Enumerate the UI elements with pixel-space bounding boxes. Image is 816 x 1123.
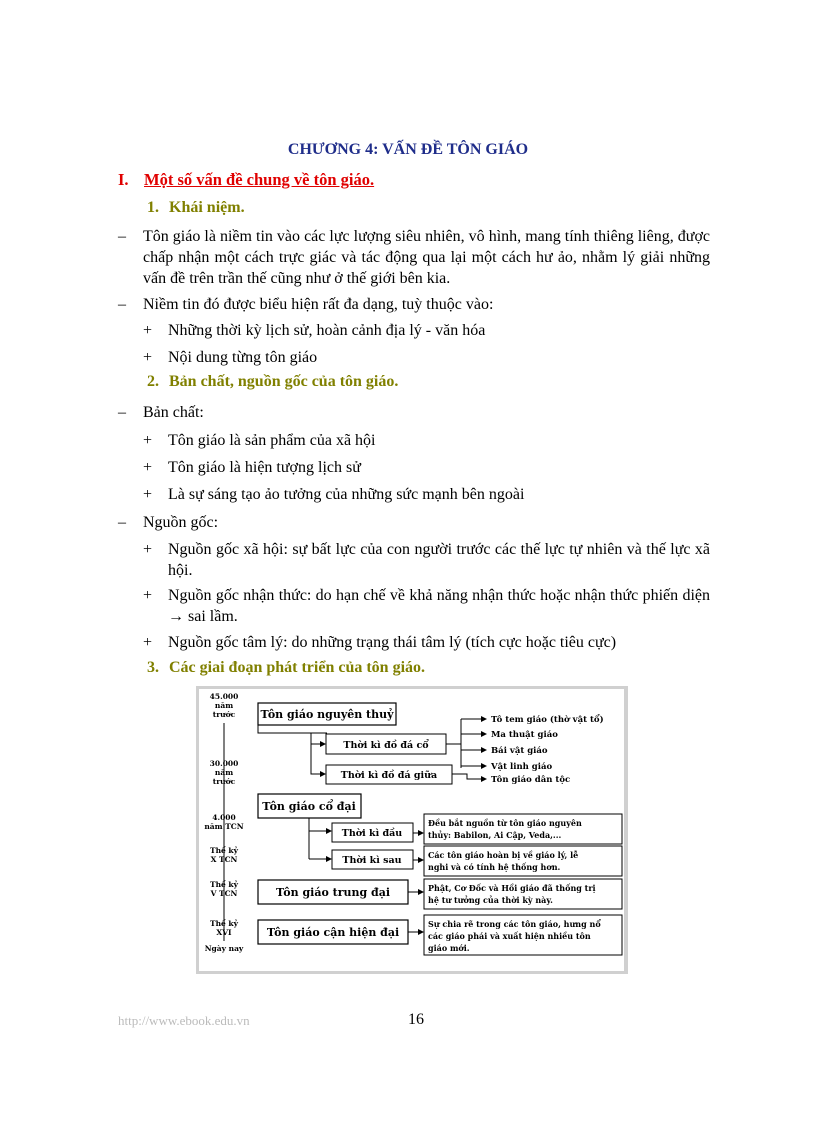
timeline-label-45000-unit: năm xyxy=(214,701,234,710)
bullet-text: Tôn giáo là hiện tượng lịch sử xyxy=(168,459,361,476)
subheading-3 xyxy=(147,659,425,677)
form-fetishism: Bái vật giáo xyxy=(491,746,548,756)
paragraph-origin xyxy=(118,512,710,533)
plus-marker: + xyxy=(143,349,153,366)
subheading-number: 1. xyxy=(147,199,159,216)
plus-marker: + xyxy=(143,486,153,503)
primitive-religion-label: Tôn giáo nguyên thuỷ xyxy=(260,708,394,721)
late-period-desc-line2: nghi và có tính hệ thống hơn. xyxy=(428,862,561,872)
timeline-label-45000: 45.000 xyxy=(209,692,239,701)
timeline-label-30000: 30.000 xyxy=(209,759,239,768)
diagram-svg xyxy=(199,689,624,971)
medieval-desc-line2: hệ tư tưởng của thời kỳ này. xyxy=(428,895,553,905)
modern-desc-line1: Sự chia rẽ trong các tôn giáo, hưng nổ xyxy=(428,919,601,929)
paragraph-text: Nguồn gốc: xyxy=(143,514,219,531)
timeline-label-30000-before: trước xyxy=(212,777,236,786)
bullet-history xyxy=(143,320,710,341)
bullet-text: Nội dung từng tôn giáo xyxy=(168,349,318,366)
timeline-label-45000-before: trước xyxy=(212,710,236,719)
timeline-label-x-century-bc: X TCN xyxy=(210,855,238,864)
timeline-label-v-century: Thế kỷ xyxy=(210,880,238,889)
paragraph-text: Bản chất: xyxy=(143,404,204,421)
bullet-psychological-origin xyxy=(143,632,710,653)
religion-stages-diagram xyxy=(196,686,628,974)
ancient-religion-label: Tôn giáo cổ đại xyxy=(262,800,356,813)
diagram-canvas xyxy=(199,689,624,971)
early-period-label: Thời kì đầu xyxy=(341,828,403,839)
timeline-label-x-century: Thế kỷ xyxy=(210,846,238,855)
form-magic: Ma thuật giáo xyxy=(491,730,558,740)
early-period-desc-line2: thủy: Babilon, Ai Cập, Veda,... xyxy=(428,830,562,840)
dash-marker: – xyxy=(118,228,126,245)
timeline-label-today: Ngày nay xyxy=(204,944,244,953)
subheading-2 xyxy=(147,373,398,391)
paragraph-definition xyxy=(118,226,710,289)
bullet-text: Nguồn gốc nhận thức: do hạn chế về khả năng nhận thức hoặc nhận thức phiến diện → sai lầm. xyxy=(168,587,710,625)
medieval-religion-label: Tôn giáo trung đại xyxy=(275,886,391,899)
bullet-text: Tôn giáo là sản phẩm của xã hội xyxy=(168,432,376,449)
modern-desc-line3: giáo mới. xyxy=(428,943,470,953)
dash-marker: – xyxy=(118,404,126,421)
bullet-social-origin xyxy=(143,539,710,581)
subheading-number: 3. xyxy=(147,659,159,676)
dash-marker: – xyxy=(118,296,126,313)
timeline-label-xvi-century: Thế kỷ xyxy=(210,919,238,928)
plus-marker: + xyxy=(143,432,153,449)
timeline-label-xvi: XVI xyxy=(216,928,232,937)
plus-marker: + xyxy=(143,587,153,604)
subheading-label: Khái niệm. xyxy=(169,199,245,216)
section-label: Một số vấn đề chung về tôn giáo. xyxy=(144,170,375,189)
plus-marker: + xyxy=(143,541,153,558)
medieval-desc-line1: Phật, Cơ Đốc và Hồi giáo đã thống trị xyxy=(428,883,596,893)
bullet-text: Nguồn gốc xã hội: sự bất lực của con người trước các thế lực tự nhiên và thế lực xã hội. xyxy=(168,541,710,579)
paragraph-text: Niềm tin đó được biểu hiện rất đa dạng, tuỳ thuộc vào: xyxy=(143,296,494,313)
form-ethnic-religion: Tôn giáo dân tộc xyxy=(491,775,571,785)
page-number: 16 xyxy=(408,1011,424,1028)
subheading-1 xyxy=(147,199,245,217)
bullet-text: Nguồn gốc tâm lý: do những trạng thái tâm lý (tích cực hoặc tiêu cực) xyxy=(168,634,617,651)
paragraph-belief xyxy=(118,294,710,315)
bullet-content xyxy=(143,347,710,368)
early-period-desc-line1: Đều bắt nguồn từ tôn giáo nguyên xyxy=(428,818,582,828)
modern-desc-line2: các giáo phái và xuất hiện nhiều tôn xyxy=(428,931,591,941)
middle-stone-age-label: Thời kì đồ đá giữa xyxy=(340,770,438,781)
late-period-label: Thời kì sau xyxy=(342,855,402,866)
section-heading-1 xyxy=(118,170,374,190)
section-number: I. xyxy=(118,170,129,189)
bullet-text: Những thời kỳ lịch sử, hoàn cảnh địa lý - văn hóa xyxy=(168,322,486,339)
dash-marker: – xyxy=(118,514,126,531)
timeline-label-v-century-bc: V TCN xyxy=(210,889,238,898)
subheading-label: Bản chất, nguồn gốc của tôn giáo. xyxy=(169,373,399,390)
modern-religion-label: Tôn giáo cận hiện đại xyxy=(266,926,400,939)
bullet-social-product xyxy=(143,430,710,451)
paragraph-nature xyxy=(118,402,710,423)
bullet-text: Là sự sáng tạo ảo tưởng của những sức mạnh bên ngoài xyxy=(168,486,525,503)
plus-marker: + xyxy=(143,459,153,476)
subheading-label: Các giai đoạn phát triển của tôn giáo. xyxy=(169,659,426,676)
chapter-title: CHƯƠNG 4: VẤN ĐỀ TÔN GIÁO xyxy=(287,141,529,158)
old-stone-age-label: Thời kì đồ đá cổ xyxy=(343,740,429,751)
plus-marker: + xyxy=(143,634,153,651)
subheading-number: 2. xyxy=(147,373,159,390)
form-animism: Vật linh giáo xyxy=(491,762,553,772)
bullet-historical xyxy=(143,457,710,478)
form-totemism: Tô tem giáo (thờ vật tổ) xyxy=(491,715,604,725)
footer-url: http://www.ebook.edu.vn xyxy=(118,1013,250,1028)
late-period-desc-line1: Các tôn giáo hoàn bị về giáo lý, lễ xyxy=(428,850,579,860)
plus-marker: + xyxy=(143,322,153,339)
timeline-label-4000-unit: năm TCN xyxy=(204,822,244,831)
paragraph-text: Tôn giáo là niềm tin vào các lực lượng siêu nhiên, vô hình, mang tính thiêng liêng, được chấp nhận một cách trực giác và tác động qua lại một cách hư ảo, nhằm lý giải những vấn đề trên trần thế cũng như ở thế giới bên kia. xyxy=(143,228,710,287)
bullet-illusion xyxy=(143,484,710,505)
timeline-label-30000-unit: năm xyxy=(214,768,234,777)
bullet-cognitive-origin xyxy=(143,585,710,627)
timeline-label-4000: 4.000 xyxy=(212,813,236,822)
